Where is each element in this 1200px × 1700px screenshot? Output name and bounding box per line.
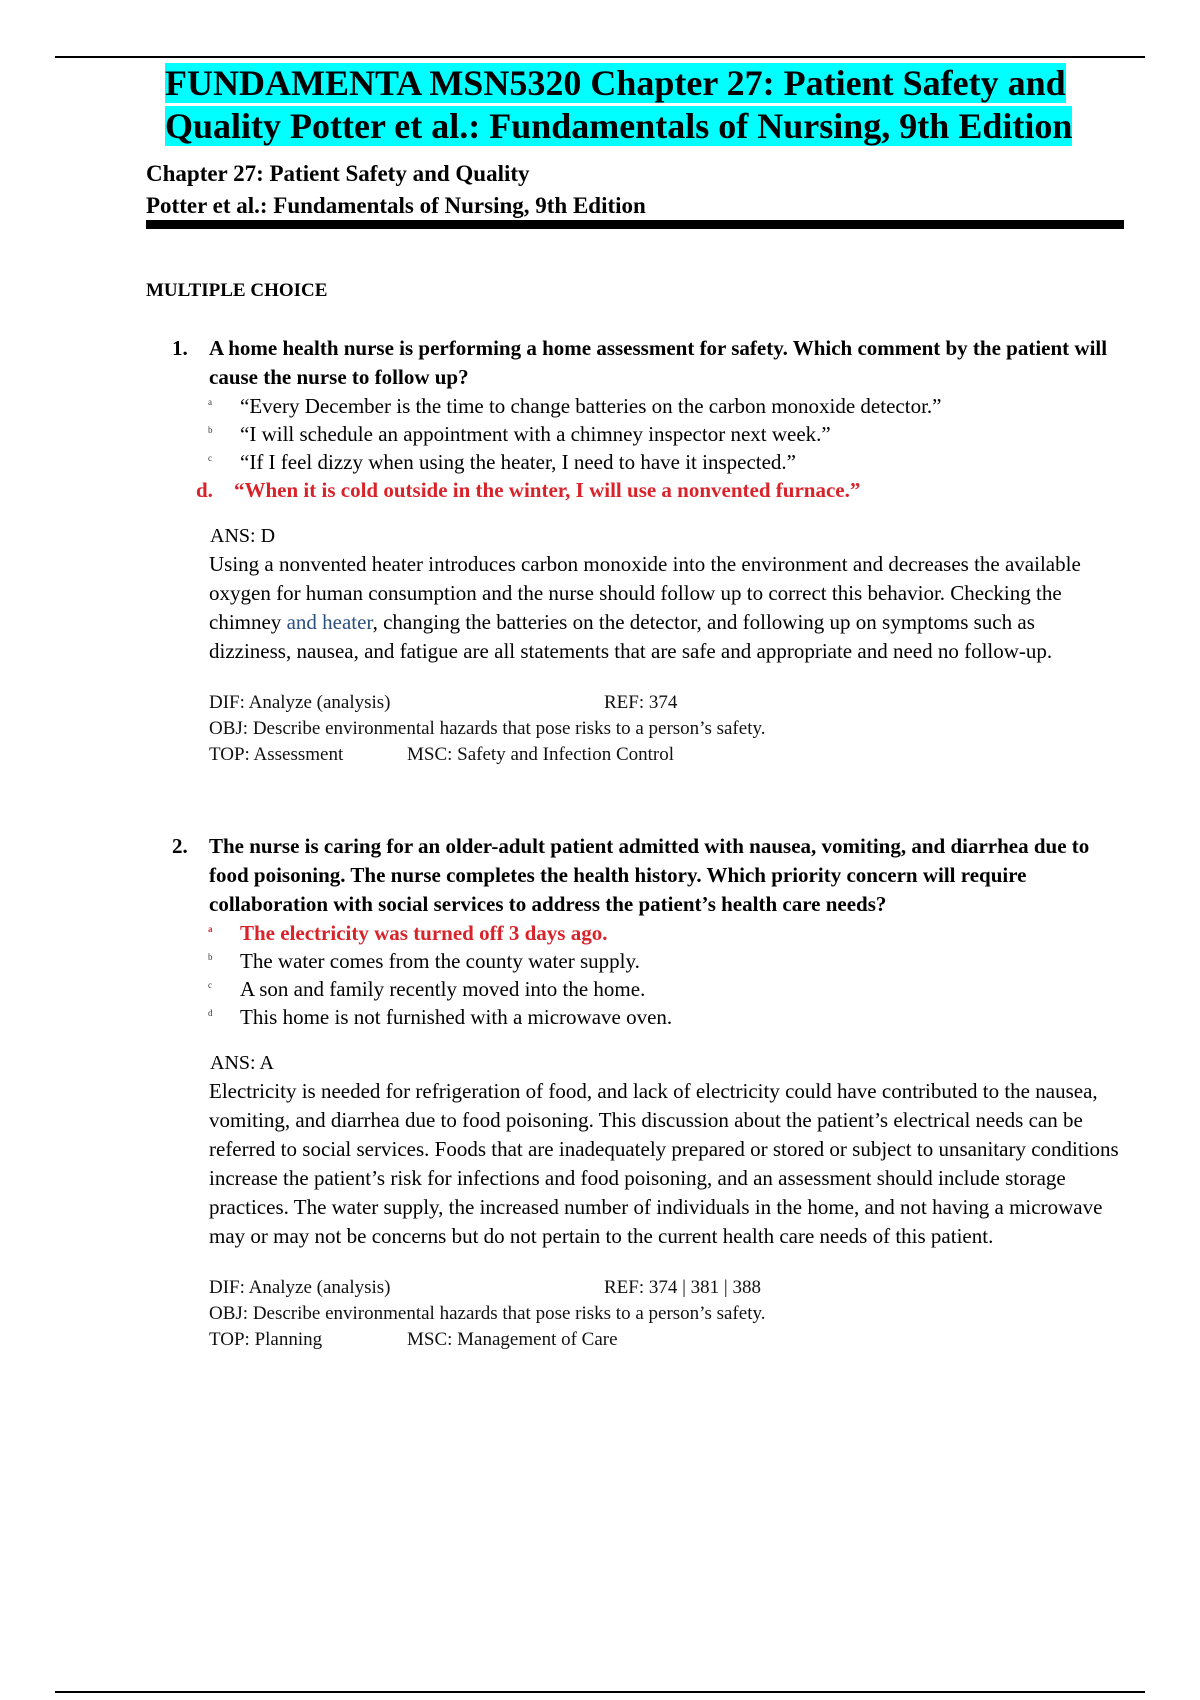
choice-text: “I will schedule an appointment with a chimney inspector next week.” <box>240 422 831 446</box>
title-line-2: Quality Potter et al.: Fundamentals of Nursing, 9th Edition <box>165 106 1073 146</box>
question-1 <box>172 334 1122 768</box>
reference: REF: 374 <box>604 692 678 713</box>
choice-letter: c <box>208 453 212 463</box>
section-title: MULTIPLE CHOICE <box>146 280 328 301</box>
question-number: 2. <box>172 834 188 858</box>
reference: REF: 374 | 381 | 388 <box>604 1277 761 1298</box>
chapter-heading <box>146 158 646 222</box>
choice-text: The water comes from the county water supply. <box>240 949 640 973</box>
objective: OBJ: Describe environmental hazards that pose risks to a person’s safety. <box>209 718 766 739</box>
rationale-link: and heater <box>286 610 373 634</box>
choice-a-correct <box>202 919 1122 947</box>
rationale: Electricity is needed for refrigeration of food, and lack of electricity could have contributed to the nausea, vomiting, and diarrhea due to food poisoning. This discussion about the patient’s electrical needs can be referred to social services. Foods that are inadequately prepared or stored or subject to unsanitary conditions increase the patient’s risk for infections and food poisoning, and an assessment should include storage practices. The water supply, the increased number of individuals in the home, and not having a microwave may or may not be concerns but do not pertain to the current health care needs of this patient. <box>209 1079 1119 1248</box>
question-2 <box>172 832 1122 1353</box>
rationale <box>209 550 1119 666</box>
top-rule <box>55 56 1145 58</box>
question-stem <box>172 334 1122 392</box>
choice-c <box>202 448 1122 476</box>
question-text: A home health nurse is performing a home assessment for safety. Which comment by the patient will cause the nurse to follow up? <box>209 336 1108 389</box>
choice-letter: c <box>208 980 212 990</box>
answer-key: ANS: A <box>210 1052 274 1074</box>
question-metadata <box>209 1275 1122 1353</box>
msc-category: MSC: Safety and Infection Control <box>407 744 675 765</box>
topic: TOP: Assessment <box>209 744 344 765</box>
question-number: 1. <box>172 336 188 360</box>
objective: OBJ: Describe environmental hazards that pose risks to a person’s safety. <box>209 1303 766 1324</box>
chapter-title: Chapter 27: Patient Safety and Quality <box>146 161 530 186</box>
choice-c <box>202 975 1122 1003</box>
difficulty: DIF: Analyze (analysis) <box>209 1277 391 1298</box>
difficulty: DIF: Analyze (analysis) <box>209 692 391 713</box>
choice-text: “Every December is the time to change batteries on the carbon monoxide detector.” <box>240 394 942 418</box>
question-metadata <box>209 690 1122 768</box>
bottom-rule <box>55 1691 1145 1693</box>
choice-text: The electricity was turned off 3 days ago. <box>240 921 608 945</box>
choice-text: A son and family recently moved into the home. <box>240 977 646 1001</box>
choice-list <box>202 919 1122 1031</box>
choice-text: This home is not furnished with a microwave oven. <box>240 1005 673 1029</box>
choice-letter: d <box>208 1008 213 1018</box>
choice-letter: d. <box>196 478 213 502</box>
book-title: Potter et al.: Fundamentals of Nursing, 9th Edition <box>146 193 646 218</box>
choice-b <box>202 947 1122 975</box>
title-line-1: FUNDAMENTA MSN5320 Chapter 27: Patient Safety and <box>165 63 1066 103</box>
choice-letter: a <box>208 397 212 407</box>
rationale-text-2: , changing the batteries on the detector, and following up on symptoms such as dizziness, nausea, and fatigue are all statements that are safe and appropriate and need no follow-up. <box>209 610 1053 663</box>
choice-text: “When it is cold outside in the winter, I will use a nonvented furnace.” <box>234 478 861 502</box>
question-stem <box>172 832 1122 919</box>
rationale-text: Using a nonvented heater introduces carbon monoxide into the environment and decreases the available oxygen for human consumption and the nurse should follow up to correct this behavior. Checking the chimney <box>209 552 1081 634</box>
choice-b <box>202 420 1122 448</box>
choice-d <box>202 1003 1122 1031</box>
question-text: The nurse is caring for an older-adult patient admitted with nausea, vomiting, and diarrhea due to food poisoning. The nurse completes the health history. Which priority concern will require collaboration with social services to address the patient’s health care needs? <box>209 834 1090 916</box>
msc-category: MSC: Management of Care <box>407 1329 618 1350</box>
choice-letter: b <box>208 952 213 962</box>
choice-d-correct <box>196 476 1122 504</box>
choice-letter: b <box>208 425 213 435</box>
topic: TOP: Planning <box>209 1329 323 1350</box>
answer-key: ANS: D <box>210 525 276 547</box>
choice-a <box>202 392 1122 420</box>
choice-list <box>196 392 1122 504</box>
choice-text: “If I feel dizzy when using the heater, I need to have it inspected.” <box>240 450 796 474</box>
header-divider <box>146 220 1124 229</box>
document-title <box>165 62 1105 148</box>
choice-letter: a <box>208 924 213 934</box>
